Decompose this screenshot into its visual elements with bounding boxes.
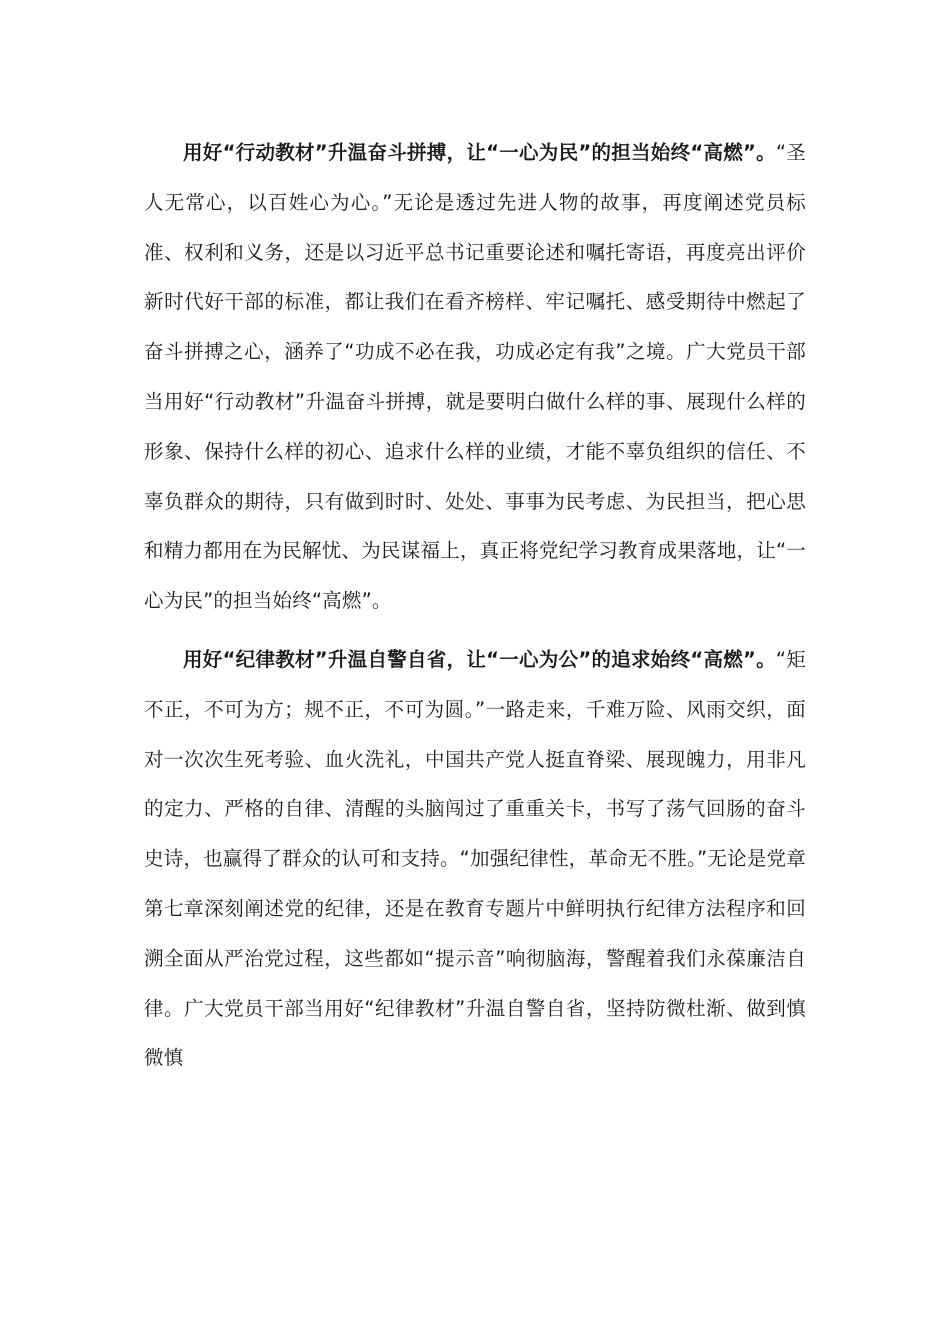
- paragraph-1: [144, 128, 806, 626]
- document-body: [144, 128, 806, 1083]
- paragraph-2-body: “矩不正，不可为方；规不正，不可为圆。”一路走来，千难万险、风雨交织，面对一次次生死考验、血火洗礼，中国共产党人挺直脊梁、展现魄力，用非凡的定力、严格的自律、清醒的头脑闯过了重重关卡，书写了荡气回肠的奋斗史诗，也赢得了群众的认可和支持。“加强纪律性，革命无不胜。”无论是党章第七章深刻阐述党的纪律，还是在教育专题片中鲜明执行纪律方法程序和回溯全面从严治党过程，这些都如“提示音”响彻脑海，警醒着我们永葆廉洁自律。广大党员干部当用好“纪律教材”升温自警自省，坚持防微杜渐、做到慎微慎: [144, 647, 806, 1070]
- paragraph-2-lead: 用好“纪律教材”升温自警自省，让“一心为公”的追求始终“高燃”。: [183, 647, 776, 671]
- paragraph-1-body: “圣人无常心，以百姓心为心。”无论是透过先进人物的故事，再度阐述党员标准、权利和义务，还是以习近平总书记重要论述和嘱托寄语，再度亮出评价新时代好干部的标准，都让我们在看齐榜样、牢记嘱托、感受期待中燃起了奋斗拼搏之心，涵养了“功成不必在我，功成必定有我”之境。广大党员干部当用好“行动教材”升温奋斗拼搏，就是要明白做什么样的事、展现什么样的形象、保持什么样的初心、追求什么样的业绩，才能不辜负组织的信任、不辜负群众的期待，只有做到时时、处处、事事为民考虑、为民担当，把心思和精力都用在为民解忧、为民谋福上，真正将党纪学习教育成果落地，让“一心为民”的担当始终“高燃”。: [144, 141, 806, 613]
- paragraph-2: [144, 635, 806, 1083]
- paragraph-1-lead: 用好“行动教材”升温奋斗拼搏，让“一心为民”的担当始终“高燃”。: [183, 141, 776, 164]
